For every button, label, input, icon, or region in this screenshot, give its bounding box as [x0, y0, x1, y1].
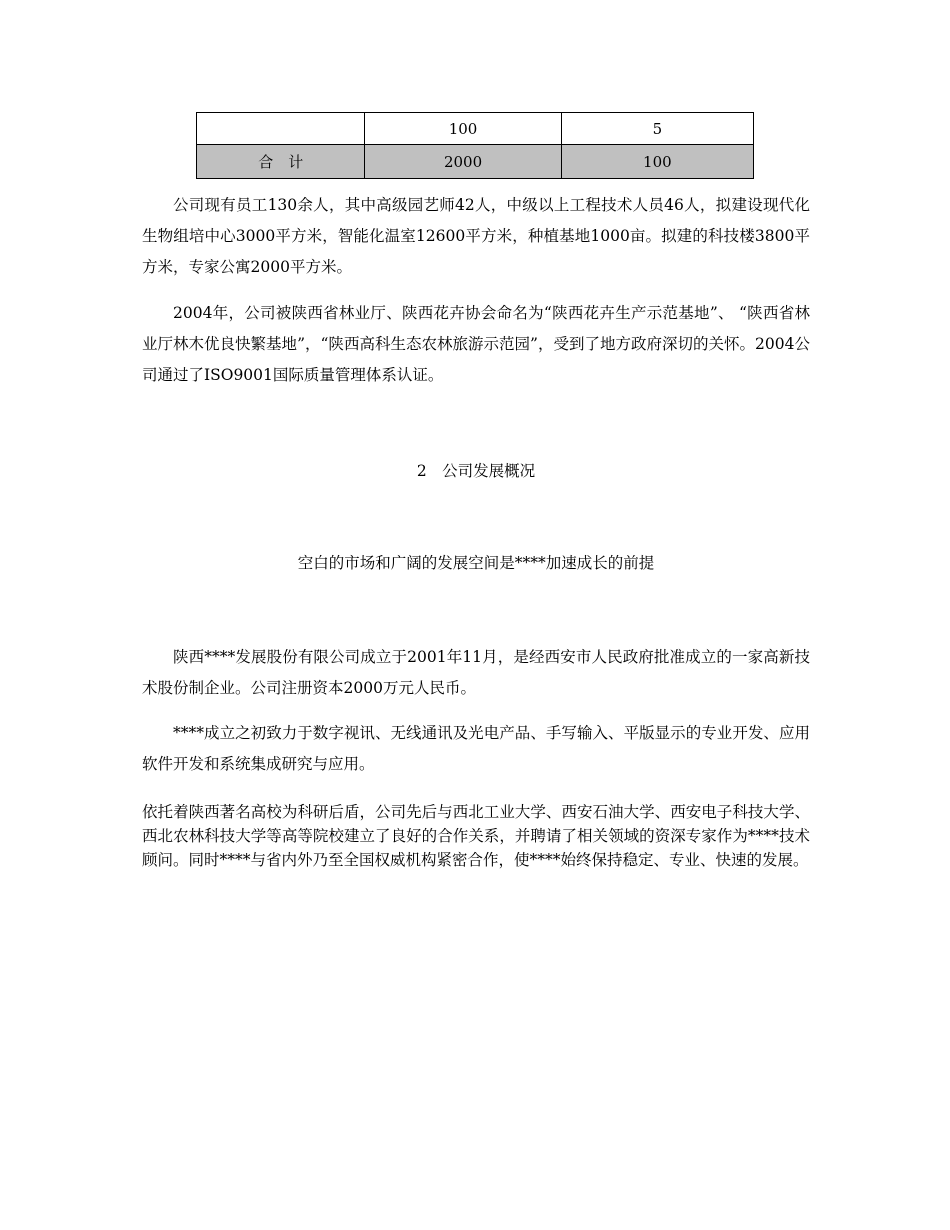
table-total-row: [197, 145, 754, 179]
paragraph-cooperation: 依托着陕西著名高校为科研后盾，公司先后与西北工业大学、西安石油大学、西安电子科技大学、西北农林科技大学等高等院校建立了良好的合作关系，并聘请了相关领域的资深专家作为****技术顾问。同时****与省内外乃至全国权威机构紧密合作，使****始终保持稳定、专业、快速的发展。: [142, 803, 810, 869]
paragraph-business: ****成立之初致力于数字视讯、无线通讯及光电产品、手写输入、平版显示的专业开发、应用软件开发和系统集成研究与应用。: [142, 724, 810, 773]
table-row: [197, 113, 754, 145]
table-cell-value: 5: [561, 113, 753, 145]
table-total-value: 100: [561, 145, 753, 179]
table-cell-label: [197, 113, 365, 145]
table-total-label: 合 计: [197, 145, 365, 179]
table-cell-value: 100: [365, 113, 561, 145]
section-subtitle: 空白的市场和广阔的发展空间是****加速成长的前提: [297, 554, 655, 572]
section-heading: 2 公司发展概况: [416, 462, 536, 480]
paragraph-staff: 公司现有员工130余人，其中高级园艺师42人，中级以上工程技术人员46人，拟建设现代化生物组培中心3000平方米，智能化温室12600平方米，种植基地1000亩。拟建的科技楼3800平方米，专家公寓2000平方米。: [142, 196, 810, 276]
table-total-value: 2000: [365, 145, 561, 179]
data-table: [196, 112, 754, 179]
paragraph-honors: 2004年，公司被陕西省林业厅、陕西花卉协会命名为“陕西花卉生产示范基地”、 “陕西省林业厅林木优良快繁基地”，“陕西高科生态农林旅游示范园”，受到了地方政府深切的关怀。2004公司通过了ISO9001国际质量管理体系认证。: [142, 304, 810, 384]
paragraph-founding: 陕西****发展股份有限公司成立于2001年11月，是经西安市人民政府批准成立的一家高新技术股份制企业。公司注册资本2000万元人民币。: [142, 648, 810, 697]
